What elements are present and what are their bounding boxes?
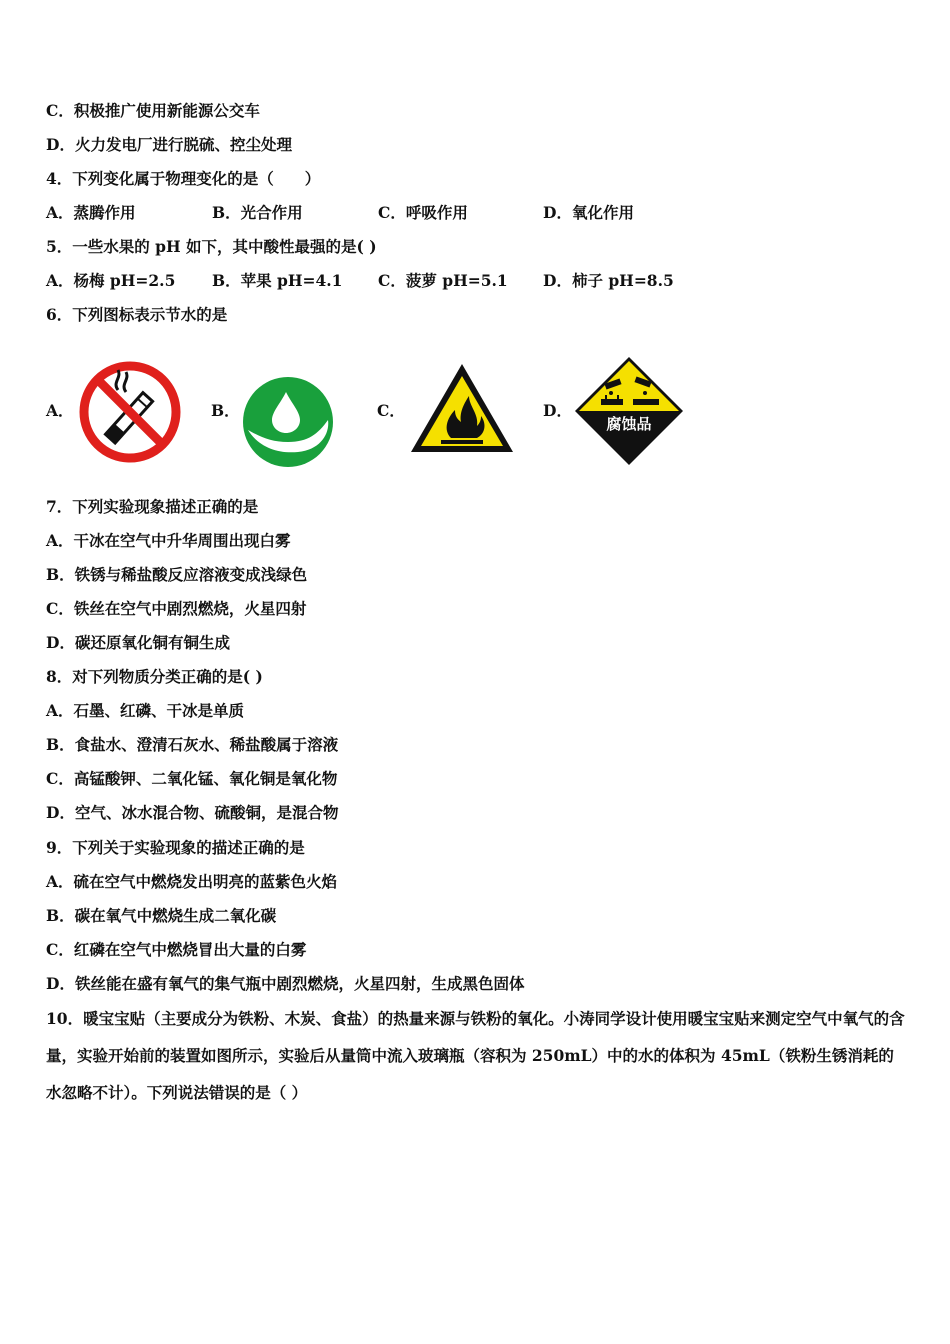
q6-label-a: A．	[46, 401, 74, 420]
water-saving-icon	[242, 376, 334, 468]
no-smoking-icon	[78, 360, 182, 464]
q9-option-a: A．硫在空气中燃烧发出明亮的蓝紫色火焰	[46, 872, 338, 891]
question-9: 9．下列关于实验现象的描述正确的是	[46, 838, 305, 857]
corrosive-label: 腐蚀品	[606, 415, 652, 433]
question-4: 4．下列变化属于物理变化的是（ ）	[46, 169, 321, 188]
q8-option-d: D．空气、冰水混合物、硫酸铜，是混合物	[46, 803, 339, 822]
q4-option-c: C．呼吸作用	[378, 203, 468, 222]
q5-option-b: B．苹果 pH=4.1	[212, 271, 343, 290]
q9-option-d: D．铁丝能在盛有氧气的集气瓶中剧烈燃烧，火星四射，生成黑色固体	[46, 974, 525, 993]
q4-option-b: B．光合作用	[212, 203, 303, 222]
q5-option-c: C．菠萝 pH=5.1	[378, 271, 508, 290]
option-c-line: C．积极推广使用新能源公交车	[46, 101, 260, 120]
q8-option-a: A．石墨、红磷、干冰是单质	[46, 701, 245, 720]
q8-option-c: C．高锰酸钾、二氧化锰、氧化铜是氧化物	[46, 769, 338, 788]
q9-option-c: C．红磷在空气中燃烧冒出大量的白雾	[46, 940, 307, 959]
q9-option-b: B．碳在氧气中燃烧生成二氧化碳	[46, 906, 277, 925]
q5-option-a: A．杨梅 pH=2.5	[46, 271, 176, 290]
q4-option-d: D．氧化作用	[543, 203, 634, 222]
q8-option-b: B．食盐水、澄清石灰水、稀盐酸属于溶液	[46, 735, 339, 754]
corrosive-warning-icon	[573, 355, 685, 467]
question-5: 5．一些水果的 pH 如下，其中酸性最强的是( )	[46, 237, 377, 256]
q7-option-b: B．铁锈与稀盐酸反应溶液变成浅绿色	[46, 565, 308, 584]
q4-option-a: A．蒸腾作用	[46, 203, 136, 222]
q6-label-c: C．	[377, 401, 405, 420]
q5-option-d: D．柿子 pH=8.5	[543, 271, 674, 290]
option-d-line: D．火力发电厂进行脱硫、控尘处理	[46, 135, 292, 154]
q7-option-d: D．碳还原氧化铜有铜生成	[46, 633, 230, 652]
q7-option-a: A．干冰在空气中升华周围出现白雾	[46, 531, 291, 550]
q6-label-b: B．	[211, 401, 240, 420]
q6-label-d: D．	[543, 401, 572, 420]
question-10: 10．暖宝宝贴（主要成分为铁粉、木炭、食盐）的热量来源与铁粉的氧化。小涛同学设计使用暖宝宝贴来测定空气中氧气的含量，实验开始前的装置如图所示，实验后从量筒中流入玻璃瓶（容积为 250mL）中的水的体积为 45mL（铁粉生锈消耗的水忽略不计）。下列说法错误的是（ ）	[46, 1009, 905, 1102]
question-8: 8．对下列物质分类正确的是( )	[46, 667, 263, 686]
flammable-warning-icon	[407, 360, 517, 456]
question-7: 7．下列实验现象描述正确的是	[46, 497, 259, 516]
q7-option-c: C．铁丝在空气中剧烈燃烧，火星四射	[46, 599, 307, 618]
question-6: 6．下列图标表示节水的是	[46, 305, 228, 324]
